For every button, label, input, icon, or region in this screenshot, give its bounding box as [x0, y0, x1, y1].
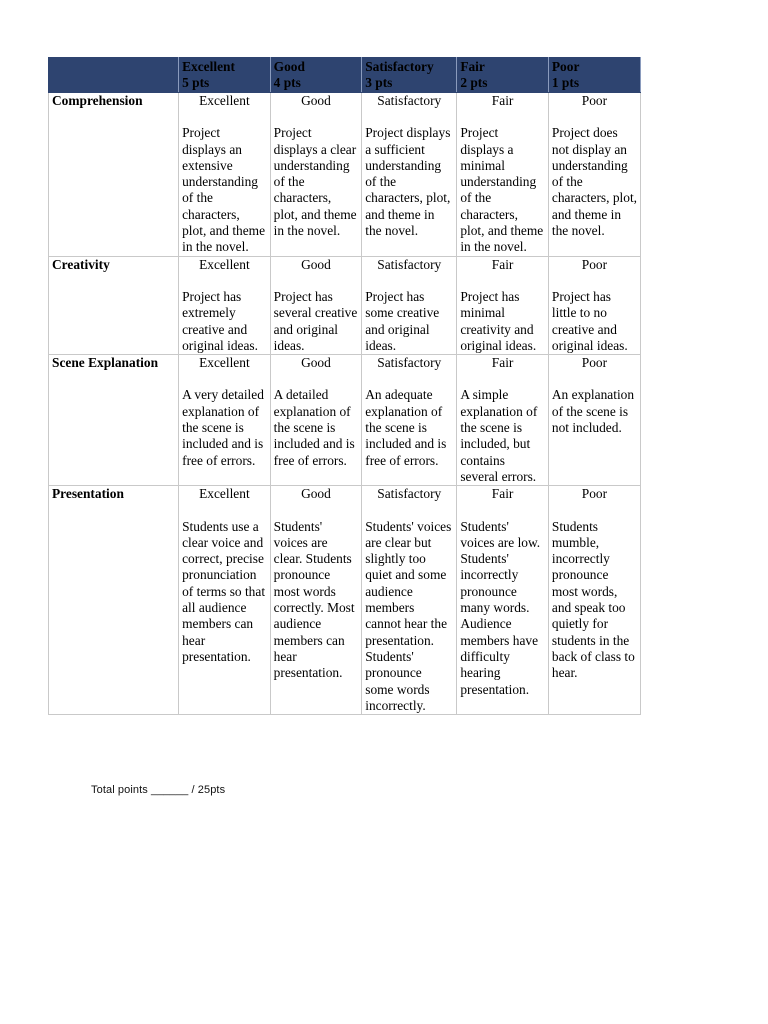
cell-description: A very detailed explanation of the scene is included and is free of errors.	[182, 387, 264, 468]
cell-description: Project has little to no creative and original ideas.	[551, 288, 628, 353]
header-cell-satisfactory	[362, 58, 457, 93]
cell-level: Poor	[581, 355, 608, 371]
rubric-cell	[362, 486, 457, 715]
rubric-cell	[548, 93, 640, 257]
header-points-label: 2 pts	[460, 75, 488, 91]
category-label: Presentation	[49, 486, 179, 715]
cell-level: Excellent	[199, 355, 250, 371]
header-cell-excellent	[179, 58, 271, 93]
header-level-label: Satisfactory	[365, 59, 434, 74]
cell-description: Project displays a sufficient understanding of the characters, plot, and theme in the novel.	[365, 125, 451, 239]
rubric-cell	[362, 256, 457, 354]
cell-level: Satisfactory	[377, 93, 442, 108]
cell-description: Students' voices are clear. Students pronounce most words correctly. Most audience members can hear presentation.	[273, 518, 355, 681]
cell-level: Poor	[581, 93, 608, 108]
cell-level: Excellent	[199, 93, 250, 108]
rubric-table	[48, 57, 641, 715]
cell-description: An adequate explanation of the scene is included and is free of errors.	[365, 387, 447, 468]
cell-description: Project has several creative and original ideas.	[273, 288, 358, 353]
rubric-row-comprehension	[49, 93, 641, 257]
cell-level: Satisfactory	[377, 256, 442, 272]
cell-description: Project displays a minimal understanding of the characters, plot, and theme in the novel.	[460, 125, 544, 255]
rubric-cell	[362, 93, 457, 257]
cell-level: Good	[301, 486, 331, 502]
cell-description: Students use a clear voice and correct, precise pronunciation of terms so that all audience members can hear presentation.	[182, 518, 266, 664]
header-level-label: Poor	[551, 59, 580, 74]
header-points-label: 4 pts	[273, 75, 301, 91]
total-points-line: Total points ______ / 25pts	[91, 784, 226, 796]
cell-description: An explanation of the scene is not included.	[551, 387, 635, 436]
header-cell-fair	[457, 58, 549, 93]
cell-description: Project displays a clear understanding of the characters, plot, and theme in the novel.	[273, 125, 357, 239]
cell-description: Project does not display an understanding of the characters, plot, and theme in the novel.	[551, 125, 638, 239]
rubric-cell	[457, 93, 549, 257]
rubric-cell	[179, 93, 271, 257]
cell-level: Good	[301, 355, 331, 371]
rubric-cell	[457, 486, 549, 715]
rubric-cell	[270, 355, 362, 486]
rubric-row-presentation	[49, 486, 641, 715]
rubric-cell	[179, 355, 271, 486]
cell-level: Satisfactory	[377, 486, 442, 502]
rubric-cell	[270, 256, 362, 354]
rubric-row-scene-explanation	[49, 355, 641, 486]
cell-level: Fair	[491, 486, 514, 502]
rubric-cell	[179, 256, 271, 354]
cell-level: Fair	[491, 256, 514, 272]
header-level-label: Fair	[460, 59, 485, 74]
rubric-cell	[548, 486, 640, 715]
rubric-cell	[179, 486, 271, 715]
category-label: Scene Explanation	[49, 355, 179, 486]
cell-level: Good	[301, 256, 331, 272]
cell-description: Project has minimal creativity and original ideas.	[460, 288, 537, 353]
cell-description: A simple explanation of the scene is included, but contains several errors.	[460, 387, 538, 484]
cell-level: Excellent	[199, 256, 250, 272]
category-label: Comprehension	[49, 93, 179, 257]
rubric-cell	[548, 355, 640, 486]
cell-level: Poor	[581, 256, 608, 272]
header-row	[49, 58, 641, 93]
rubric-cell	[457, 256, 549, 354]
cell-description: Students' voices are low. Students' incorrectly pronounce many words. Audience members have difficulty hearing presentation.	[460, 518, 541, 697]
rubric-cell	[270, 486, 362, 715]
cell-level: Fair	[491, 355, 514, 371]
header-corner-cell	[49, 58, 179, 93]
category-label: Creativity	[49, 256, 179, 354]
header-points-label: 5 pts	[182, 75, 210, 91]
cell-level: Fair	[491, 93, 514, 108]
rubric-cell	[362, 355, 457, 486]
cell-level: Poor	[581, 486, 608, 502]
header-cell-poor	[548, 58, 640, 93]
header-level-label: Good	[273, 59, 305, 74]
cell-description: Project has some creative and original ideas.	[365, 288, 440, 353]
cell-description: Students' voices are clear but slightly too quiet and some audience members cannot hear the presentation. Students' pronounce some words incorrectly.	[365, 518, 452, 713]
header-points-label: 1 pts	[551, 75, 580, 91]
header-points-label: 3 pts	[365, 75, 393, 91]
rubric-cell	[270, 93, 362, 257]
rubric-cell	[548, 256, 640, 354]
cell-description: A detailed explanation of the scene is included and is free of errors.	[273, 387, 355, 468]
cell-description: Project has extremely creative and original ideas.	[182, 288, 258, 353]
header-cell-good	[270, 58, 362, 93]
rubric-cell	[457, 355, 549, 486]
cell-level: Excellent	[199, 486, 250, 502]
cell-description: Students mumble, incorrectly pronounce most words, and speak too quietly for students in the back of class to hear.	[551, 518, 635, 681]
cell-description: Project displays an extensive understanding of the characters, plot, and theme in the novel.	[182, 125, 266, 255]
cell-level: Satisfactory	[377, 355, 442, 371]
rubric-row-creativity	[49, 256, 641, 354]
cell-level: Good	[301, 93, 331, 108]
header-level-label: Excellent	[182, 59, 235, 74]
